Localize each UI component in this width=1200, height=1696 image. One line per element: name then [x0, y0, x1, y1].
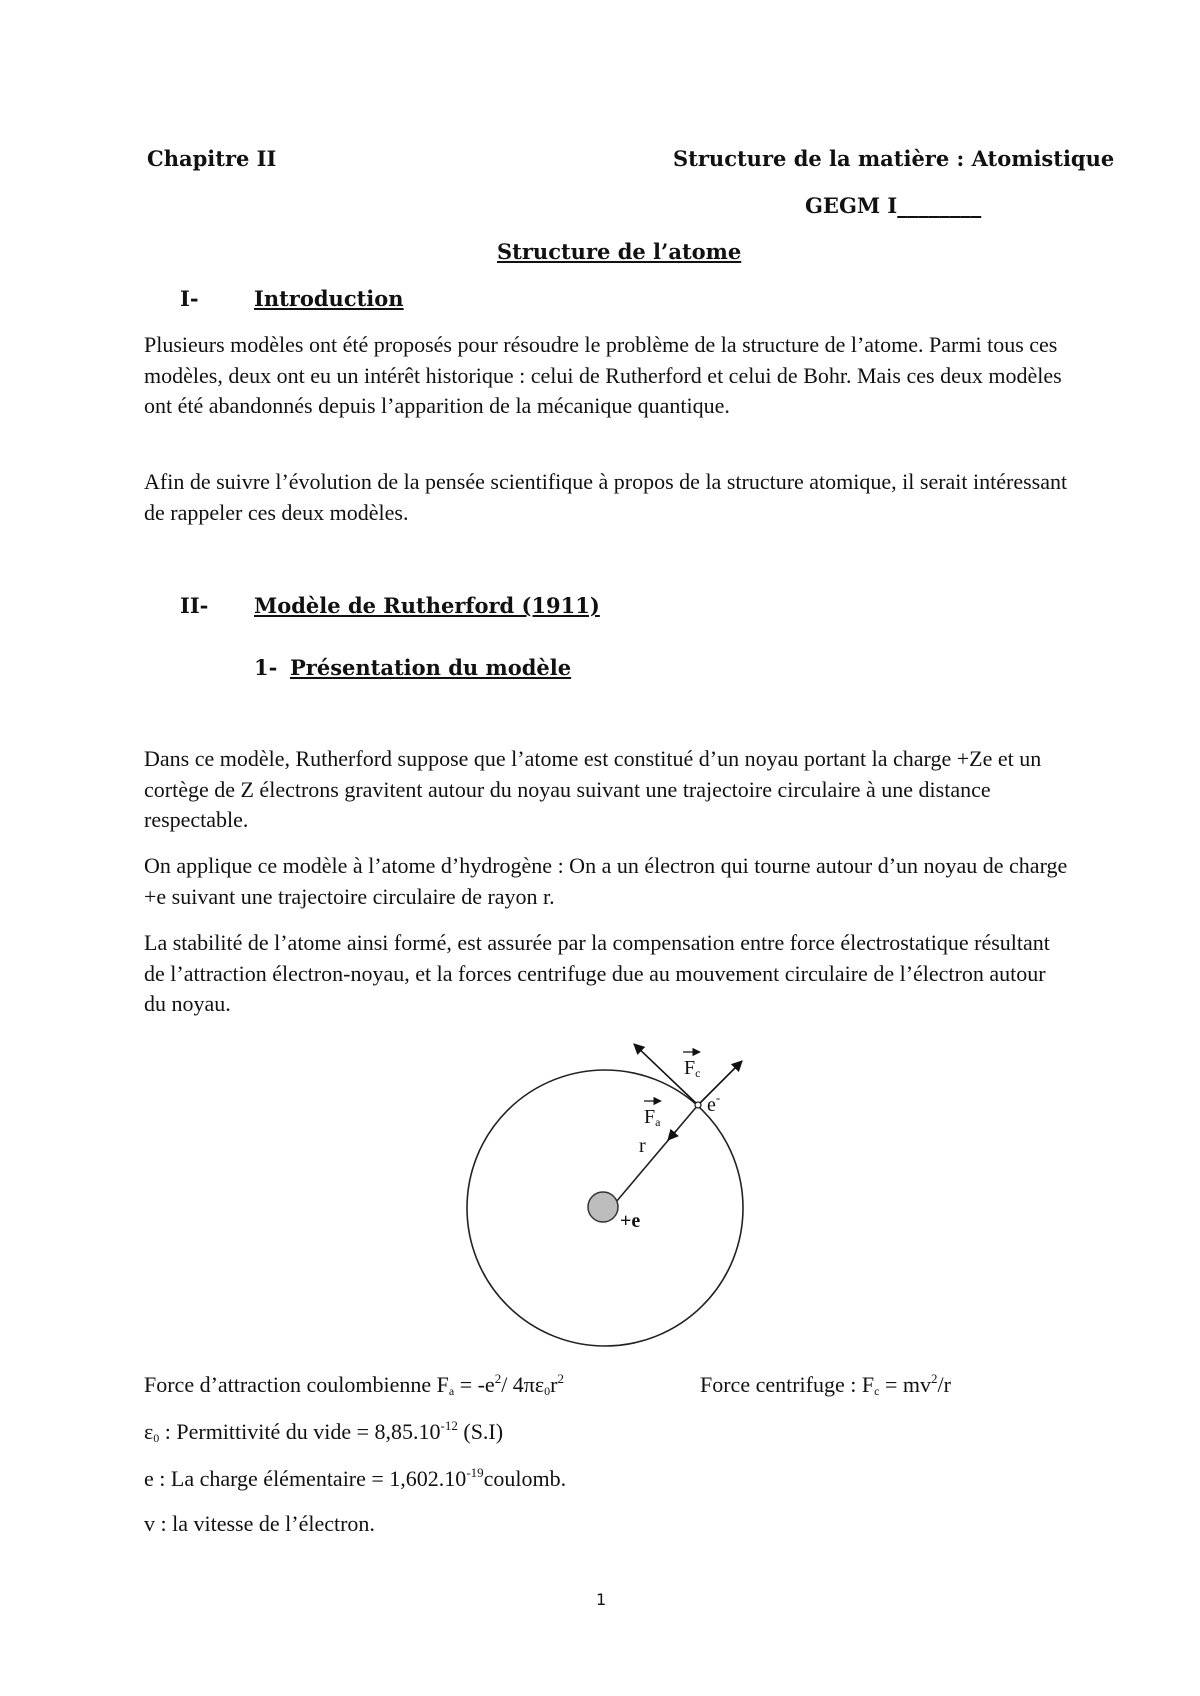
subsection-1-number: 1- [254, 655, 278, 680]
section-1-number: I- [180, 286, 199, 311]
permittivity-line: $\varepsilon_0$ : Permittivité du vide = $8,85.10^{-12}$ (S.I) [144, 1418, 504, 1445]
elementary-charge-line: e : La charge élémentaire = $1,602.10^{-19}coulomb$. [144, 1465, 567, 1491]
intro-paragraph-1: Plusieurs modèles ont été proposés pour résoudre le problème de la structure de l’atome. Parmi tous ces modèles, deux ont eu un intérêt historique : celui de Rutherford et celui de Bohr. Mais ces deux modèles ont été abandonnés depuis l’apparition de la mécanique quantique. [144, 332, 1062, 418]
velocity-line: v : la vitesse de l’électron. [144, 1511, 375, 1536]
electron-label: e- [707, 1090, 721, 1116]
subsection-1-title: Présentation du modèle [290, 655, 572, 680]
section-1-title: Introduction [254, 286, 404, 311]
centrifuge-force-formula: Force centrifuge : $F_c = mv^2/r$ [700, 1371, 951, 1398]
fa-label: $F_a$ [644, 1106, 661, 1129]
radius-label: r [639, 1135, 646, 1157]
nucleus [588, 1192, 618, 1222]
group-label: GEGM I________ [805, 193, 982, 218]
model-paragraph-3: La stabilité de l’atome ainsi formé, est assurée par la compensation entre force électrostatique résultant de l’attraction électron-noyau, et la forces centrifuge due au mouvement circulaire de l’électron autour du noyau. [144, 930, 1050, 1016]
subject-label: Structure de la matière : Atomistique [673, 146, 1115, 171]
intro-paragraph-2: Afin de suivre l’évolution de la pensée scientifique à propos de la structure atomique, il serait intéressant de rappeler ces deux modèles. [144, 469, 1068, 525]
section-2-title: Modèle de Rutherford (1911) [254, 593, 600, 618]
model-paragraph-1: Dans ce modèle, Rutherford suppose que l’atome est constitué d’un noyau portant la charge +Ze et un cortège de Z électrons gravitent autour du noyau suivant une trajectoire circulaire à une distance respectable. [144, 746, 1042, 832]
electron-dot [695, 1102, 701, 1108]
chapter-label: Chapitre II [147, 146, 277, 171]
coulomb-force-formula: Force d’attraction coulombienne $F_a = -e^2/$ $4\pi\varepsilon_0r^2$ [144, 1371, 564, 1398]
page-title: Structure de l’atome [497, 239, 742, 264]
rutherford-atom-figure [450, 1030, 760, 1350]
fc-label: $F_c$ [684, 1057, 701, 1080]
nucleus-label: +e [620, 1210, 641, 1232]
attraction-arrow [668, 1131, 676, 1140]
model-paragraph-2: On applique ce modèle à l’atome d’hydrogène : On a un électron qui tourne autour d’un noyau de charge +e suivant une trajectoire circulaire de rayon r. [144, 853, 1068, 909]
section-2-number: II- [180, 593, 209, 618]
page-number: 1 [596, 1590, 607, 1609]
